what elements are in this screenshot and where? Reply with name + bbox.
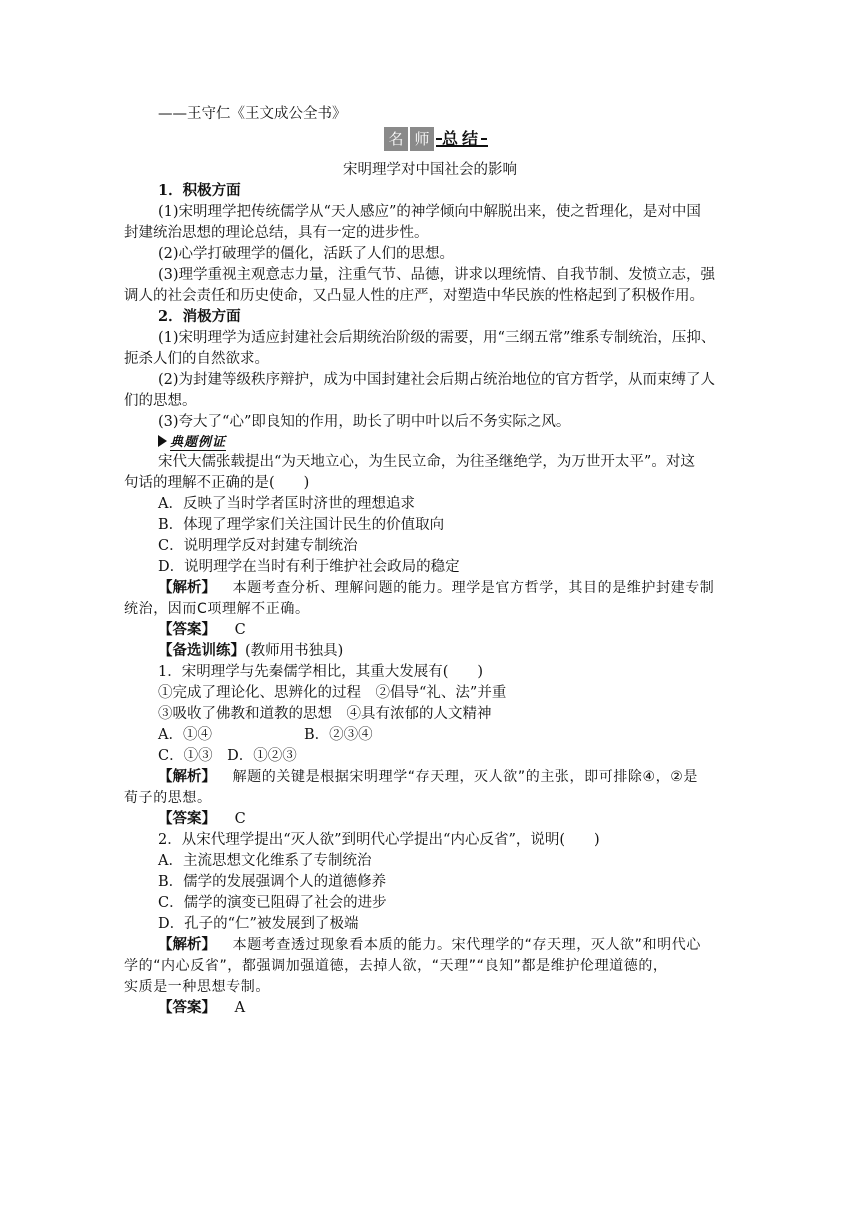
option: B．儒学的发展强调个人的道德修养 (158, 874, 387, 890)
banner-char: 名 (384, 127, 408, 151)
option: D．孔子的“仁”被发展到了极端 (158, 916, 359, 932)
banner-char: 师 (410, 127, 434, 151)
example-tag (158, 432, 226, 449)
paragraph: 们的思想。 (124, 393, 197, 409)
answer (158, 809, 246, 829)
analysis-text: 解题的关键是根据宋明理学“存天理，灭人欲”的主张，即可排除④，②是 (232, 769, 699, 785)
paragraph: (3)理学重视主观意志力量，注重气节、品德，讲求以理统情、自我节制、发愤立志，强 (158, 267, 716, 283)
answer-label: 【答案】 (158, 999, 216, 1016)
analysis (158, 935, 701, 955)
training-heading (158, 641, 343, 661)
training-label: 【备选训练】 (158, 642, 245, 659)
question-stem: 1．宋明理学与先秦儒学相比，其重大发展有( ) (158, 664, 484, 680)
analysis-text: 学的“内心反省”，都强调加强道德，去掉人欲，“天理”“良知”都是维护伦理道德的， (124, 958, 668, 974)
play-arrow-icon (158, 435, 167, 447)
option: C．①③ D．①②③ (158, 748, 297, 764)
example-tag-label: 典题例证 (170, 431, 226, 451)
section-title: 宋明理学对中国社会的影响 (343, 162, 517, 178)
banner-char: 总 (442, 129, 459, 148)
option: A．反映了当时学者匡时济世的理想追求 (158, 496, 415, 512)
analysis-text: 本题考查透过现象看本质的能力。宋代理学的“存天理，灭人欲”和明代心 (232, 937, 701, 953)
answer-value: A (234, 1000, 246, 1016)
paragraph: (2)心学打破理学的僵化，活跃了人们的思想。 (158, 246, 455, 262)
paragraph: 扼杀人们的自然欲求。 (124, 351, 269, 367)
negative-heading: 2．消极方面 (158, 308, 241, 325)
option: C．说明理学反对封建专制统治 (158, 538, 358, 554)
answer (158, 998, 245, 1018)
teacher-summary-banner (384, 127, 494, 151)
analysis-label: 【解析】 (158, 768, 216, 785)
analysis-text: 本题考查分析、理解问题的能力。理学是官方哲学，其目的是维护封建专制 (232, 580, 715, 596)
quote-source: ——王守仁《王文成公全书》 (158, 106, 347, 122)
answer-value: C (234, 622, 246, 638)
question-stem: 句话的理解不正确的是( ) (124, 475, 310, 491)
answer-label: 【答案】 (158, 810, 216, 827)
banner-dash (481, 138, 487, 140)
option: B．②③④ (304, 727, 373, 743)
option: B．体现了理学家们关注国计民生的价值取向 (158, 517, 445, 533)
analysis-text: 实质是一种思想专制。 (124, 979, 270, 995)
answer-label: 【答案】 (158, 621, 216, 638)
question-stem: 宋代大儒张载提出“为天地立心，为生民立命，为往圣继绝学，为万世开太平”。对这 (158, 454, 695, 470)
paragraph: (2)为封建等级秩序辩护，成为中国封建社会后期占统治地位的官方哲学，从而束缚了人 (158, 372, 716, 388)
statement-line: ③吸收了佛教和道教的思想 ④具有浓郁的人文精神 (158, 706, 492, 722)
analysis-text: 荀子的思想。 (124, 790, 212, 806)
paragraph: (1)宋明理学把传统儒学从“天人感应”的神学倾向中解脱出来，使之哲理化，是对中国 (158, 204, 701, 220)
analysis-label: 【解析】 (158, 936, 216, 953)
option: A．主流思想文化维系了专制统治 (158, 853, 372, 869)
paragraph: 封建统治思想的理论总结，具有一定的进步性。 (124, 225, 429, 241)
analysis-text: 统治，因而C项理解不正确。 (124, 601, 310, 617)
statement-line: ①完成了理论化、思辨化的过程 ②倡导“礼、法”并重 (158, 685, 507, 701)
banner-char: 结 (462, 129, 479, 148)
positive-heading: 1．积极方面 (158, 182, 241, 199)
paragraph: (3)夸大了“心”即良知的作用，助长了明中叶以后不务实际之风。 (158, 414, 571, 430)
analysis (158, 767, 698, 787)
question-stem: 2．从宋代理学提出“灭人欲”到明代心学提出“内心反省”，说明( ) (158, 832, 600, 848)
paragraph: 调人的社会责任和历史使命，又凸显人性的庄严，对塑造中华民族的性格起到了积极作用。 (124, 288, 704, 304)
training-note: (教师用书独具) (245, 643, 344, 659)
option: A．①④ (158, 727, 212, 743)
option: D．说明理学在当时有利于维护社会政局的稳定 (158, 559, 460, 575)
analysis-label: 【解析】 (158, 579, 216, 596)
answer (158, 620, 246, 640)
answer-value: C (234, 811, 246, 827)
option: C．儒学的演变已阻碍了社会的进步 (158, 895, 387, 911)
paragraph: (1)宋明理学为适应封建社会后期统治阶级的需要，用“三纲五常”维系专制统治，压抑、 (158, 330, 716, 346)
analysis (158, 578, 714, 598)
banner-underline (436, 145, 488, 147)
